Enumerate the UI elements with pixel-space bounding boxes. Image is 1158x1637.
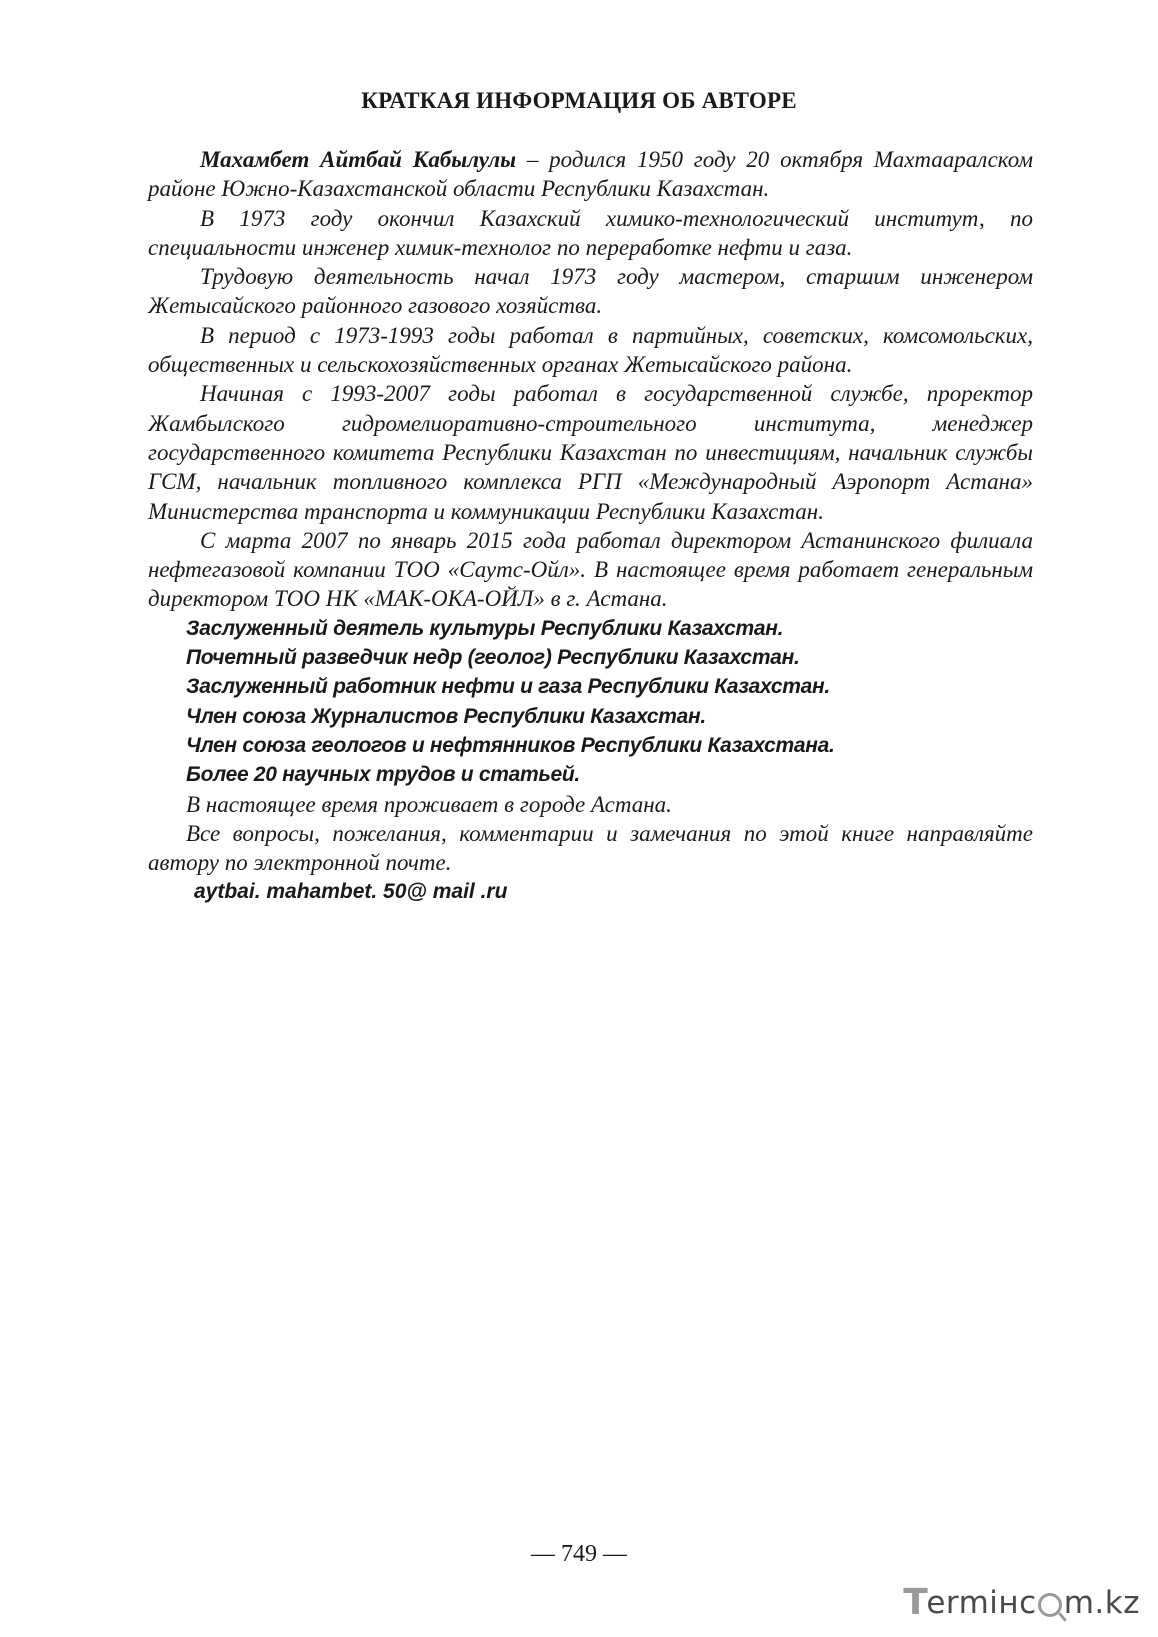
- bio-paragraph-party-work: В период с 1973-1993 годы работал в партийных, советских, комсомольских, общественных и сельскохозяйственных органах Жетысайского района.: [148, 322, 1033, 378]
- bio-birth-text: – родился 1950 году 20 октября Махтааралском районе Южно-Казахстанской области Республики Казахстан.: [148, 147, 1033, 202]
- watermark-text-part2: m.kz: [1063, 1584, 1140, 1621]
- bio-paragraph-career-start: Трудовую деятельность начал 1973 году мастером, старшим инженером Жетысайского районного газового хозяйства.: [148, 264, 1033, 319]
- bio-paragraph-civil-service: Начиная с 1993-2007 годы работал в государственной службе, проректор Жамбылского гидромелиоративно-строительного института, менеджер государственного комитета Республики Казахстан по инвестициям, начальник службы ГСМ, начальник топливного комплекса РГП «Международный Аэропорт Астана» Министерства транспорта и коммуникации Республики Казахстан.: [148, 381, 1033, 524]
- page-number: — 749 —: [531, 1541, 627, 1567]
- magnifier-icon: [1038, 1593, 1062, 1617]
- author-email: aytbai. mahambet. 50@ mail .ru: [194, 880, 508, 904]
- bio-paragraph-education: В 1973 году окончил Казахский химико-технологический институт, по специальности инженер химик-технолог по переработке нефти и газа.: [148, 205, 1033, 260]
- award-item: Член союза геологов и нефтянников Республики Казахстана.: [186, 733, 835, 757]
- author-bio: [148, 145, 1033, 907]
- page-title: КРАТКАЯ ИНФОРМАЦИЯ ОБ АВТОРЕ: [361, 88, 797, 113]
- author-name: Махамбет Айтбай Кабылулы: [200, 147, 517, 172]
- watermark-text-part1: ermінc: [926, 1584, 1037, 1621]
- bio-paragraph-birth: [148, 145, 1033, 204]
- award-item: Заслуженный работник нефти и газа Республики Казахстан.: [186, 675, 830, 699]
- award-item: Член союза Журналистов Республики Казахстан.: [186, 704, 706, 728]
- award-item: Более 20 научных трудов и статьей.: [186, 763, 580, 787]
- termincom-watermark: [903, 1582, 1140, 1623]
- bio-paragraph-current-work: С марта 2007 по январь 2015 года работал директором Астанинского филиала нефтегазовой компании ТОО «Саутс-Ойл». В настоящее время работает генеральным директором ТОО НК «МАК-ОКА-ОЙЛ» в г. Астана.: [148, 527, 1033, 612]
- bio-paragraph-contact: Все вопросы, пожелания, комментарии и замечания по этой книге направляйте автору по электронной почте.: [148, 820, 1033, 876]
- bio-paragraph-residence: В настоящее время проживает в городе Астана.: [186, 791, 672, 817]
- award-item: Почетный разведчик недр (геолог) Республики Казахстан.: [186, 646, 800, 670]
- watermark-logo-letter: T: [903, 1582, 929, 1623]
- award-item: Заслуженный деятель культуры Республики Казахстан.: [186, 616, 784, 640]
